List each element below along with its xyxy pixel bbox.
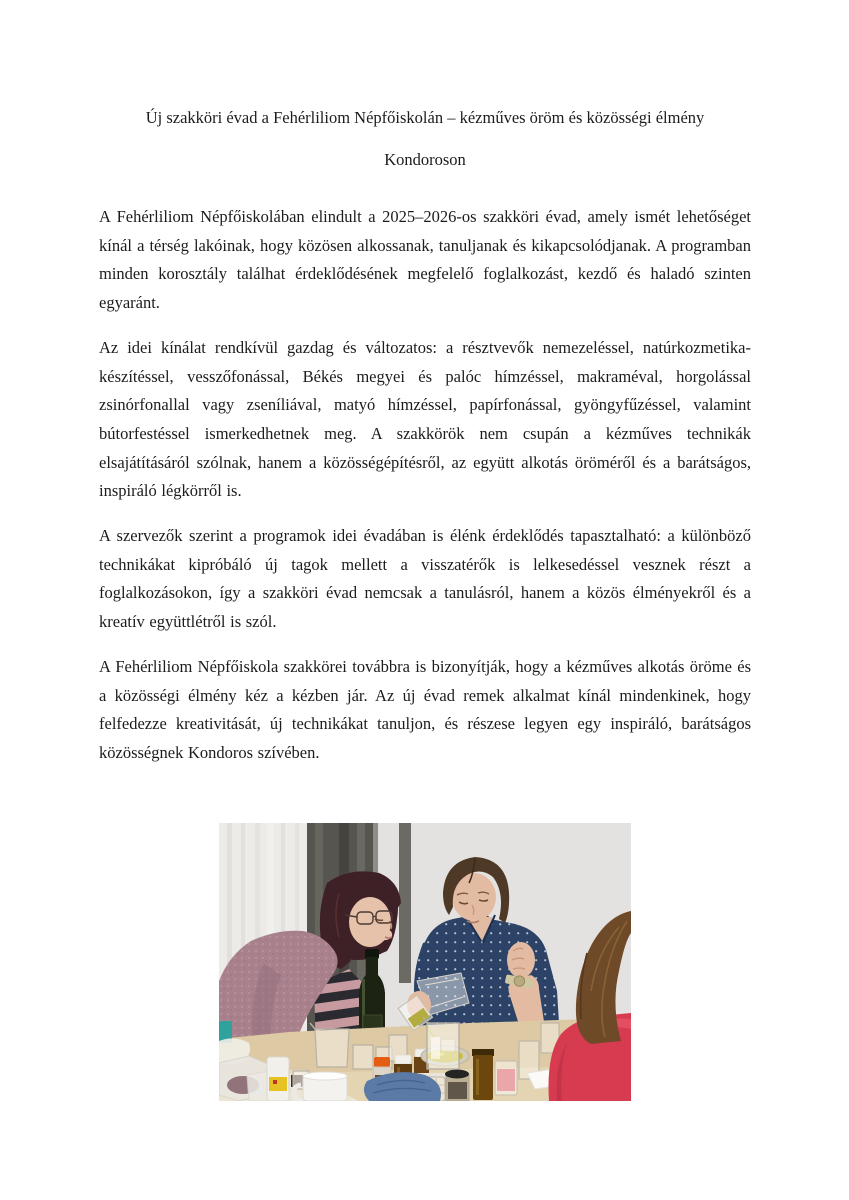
article (99, 0, 751, 1101)
article-photo (219, 823, 631, 1101)
article-title-line2: Kondoroson (384, 150, 466, 169)
amber-jar (472, 1049, 494, 1100)
dark-lid-jar (445, 1069, 469, 1101)
yellow-label (269, 1077, 287, 1091)
pink-jar (495, 1061, 517, 1095)
article-title-line1: Új szakköri évad a Fehérliliom Népfőiskolán – kézműves öröm és közösségi élmény (145, 108, 705, 127)
article-paragraph-4: A Fehérliliom Népfőiskola szakkörei továbbra is bizonyítják, hogy a kézműves alkotás öröme és a közösségi élmény kéz a kézben jár. Az új évad remek alkalmat kínál mindenkinek, hogy felfedezze kreativitását, új technikákat tanuljon, és részese legyen egy inspiráló, barátságos közösségnek Kondoros szívében. (99, 656, 751, 762)
article-title (99, 97, 751, 181)
beaker (423, 1017, 459, 1069)
workshop-photo-illustration (219, 823, 631, 1101)
label-mark (273, 1080, 277, 1084)
article-paragraph-3: A szervezők szerint a programok idei évadában is élénk érdeklődés tapasztalható: a különböző technikákat kipróbáló új tagok mellett a visszatérők is lelkesedéssel vesznek részt a foglalkozásokon, így a szakköri évad nemcsak a tanulásról, hanem a közös élményekről és a kreatív együttlétről is szól. (99, 526, 751, 632)
woman-right-fist (507, 942, 535, 978)
article-paragraph-2: Az idei kínálat rendkívül gazdag és változatos: a résztvevők nemezeléssel, natúrkozmetika-készítéssel, vesszőfonással, Békés megyei és palóc hímzéssel, makraméval, horgolással zsinórfonallal vagy zseníliával, matyó hímzéssel, papírfonással, gyöngyfűzéssel, valamint bútorfestéssel ismerkedhetnek meg. A szakkörök nem csupán a kézműves technikák elsajátításáról szólnak, hanem a közösségépítésről, az együtt alkotás öröméről és a barátságos, inspiráló légkörről is. (99, 337, 751, 501)
article-paragraph-1: A Fehérliliom Népfőiskolában elindult a 2025–2026-os szakköri évad, amely ismét lehetőséget kínál a térség lakóinak, hogy közösen alkossanak, tanuljanak és kikapcsolódjanak. A programban minden korosztály találhat érdeklődésének megfelelő foglalkozást, kezdő és haladó szinten egyaránt. (99, 207, 751, 313)
